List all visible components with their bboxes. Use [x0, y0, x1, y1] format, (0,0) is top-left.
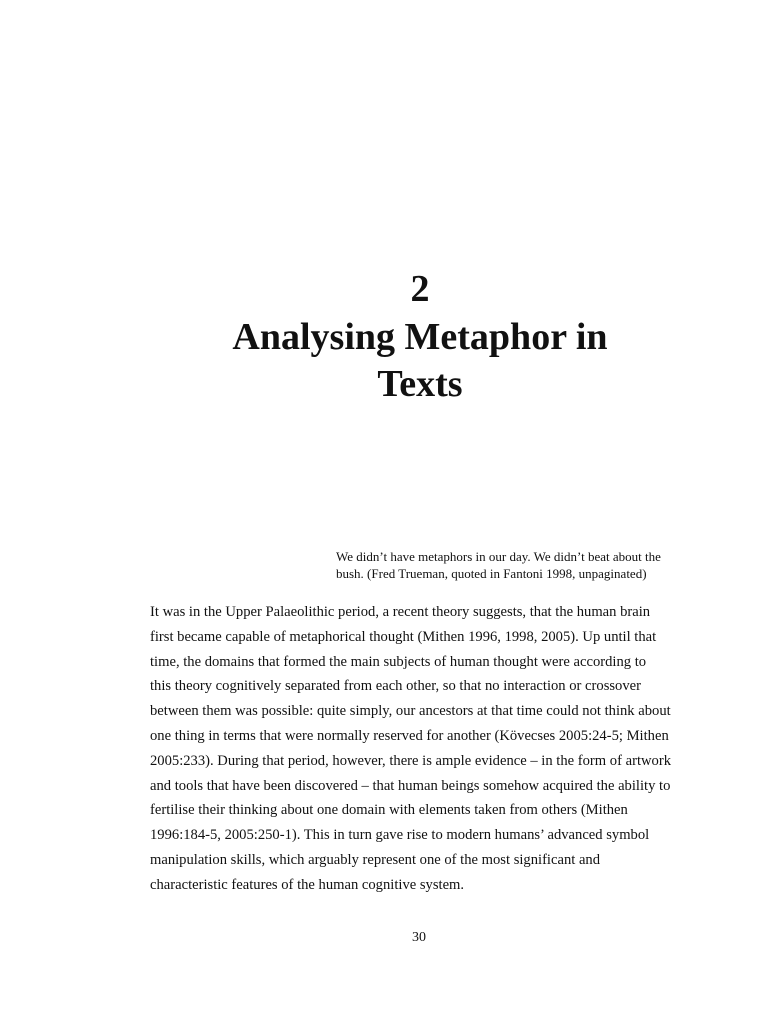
epigraph-line: bush. (Fred Trueman, quoted in Fantoni 1998, unpaginated)	[336, 566, 647, 581]
paragraph-line: and tools that have been discovered – that human beings somehow acquired the ability to	[150, 777, 671, 794]
paragraph-line: one thing in terms that were normally reserved for another (Kövecses 2005:24-5; Mithen	[150, 727, 669, 744]
paragraph-line: between them was possible: quite simply, our ancestors at that time could not think about	[150, 703, 671, 720]
paragraph-line: 1996:184-5, 2005:250-1). This in turn gave rise to modern humans’ advanced symbol	[150, 827, 650, 844]
epigraph-line: We didn’t have metaphors in our day. We didn’t beat about the	[336, 549, 661, 564]
paragraph-line: It was in the Upper Palaeolithic period, a recent theory suggests, that the human brain	[150, 604, 651, 620]
paragraph-line: this theory cognitively separated from each other, so that no interaction or crossover	[150, 678, 641, 695]
chapter-title-line: Texts	[377, 363, 463, 405]
paragraph-line: manipulation skills, which arguably represent one of the most significant and	[150, 851, 601, 868]
paragraph-line: characteristic features of the human cognitive system.	[150, 876, 465, 893]
body-paragraph	[150, 600, 695, 898]
paragraph-line: first became capable of metaphorical thought (Mithen 1996, 1998, 2005). Up until that	[150, 628, 657, 645]
chapter-title	[0, 314, 768, 408]
chapter-number: 2	[410, 268, 430, 310]
chapter-title-line: Analysing Metaphor in	[232, 316, 608, 358]
paragraph-line: fertilise their thinking about one domain with elements taken from others (Mithen	[150, 802, 628, 819]
paragraph-line: time, the domains that formed the main subjects of human thought were according to	[150, 653, 647, 670]
page-number: 30	[412, 930, 426, 945]
paragraph-line: 2005:233). During that period, however, there is ample evidence – in the form of artwork	[150, 752, 671, 769]
epigraph	[336, 548, 696, 582]
